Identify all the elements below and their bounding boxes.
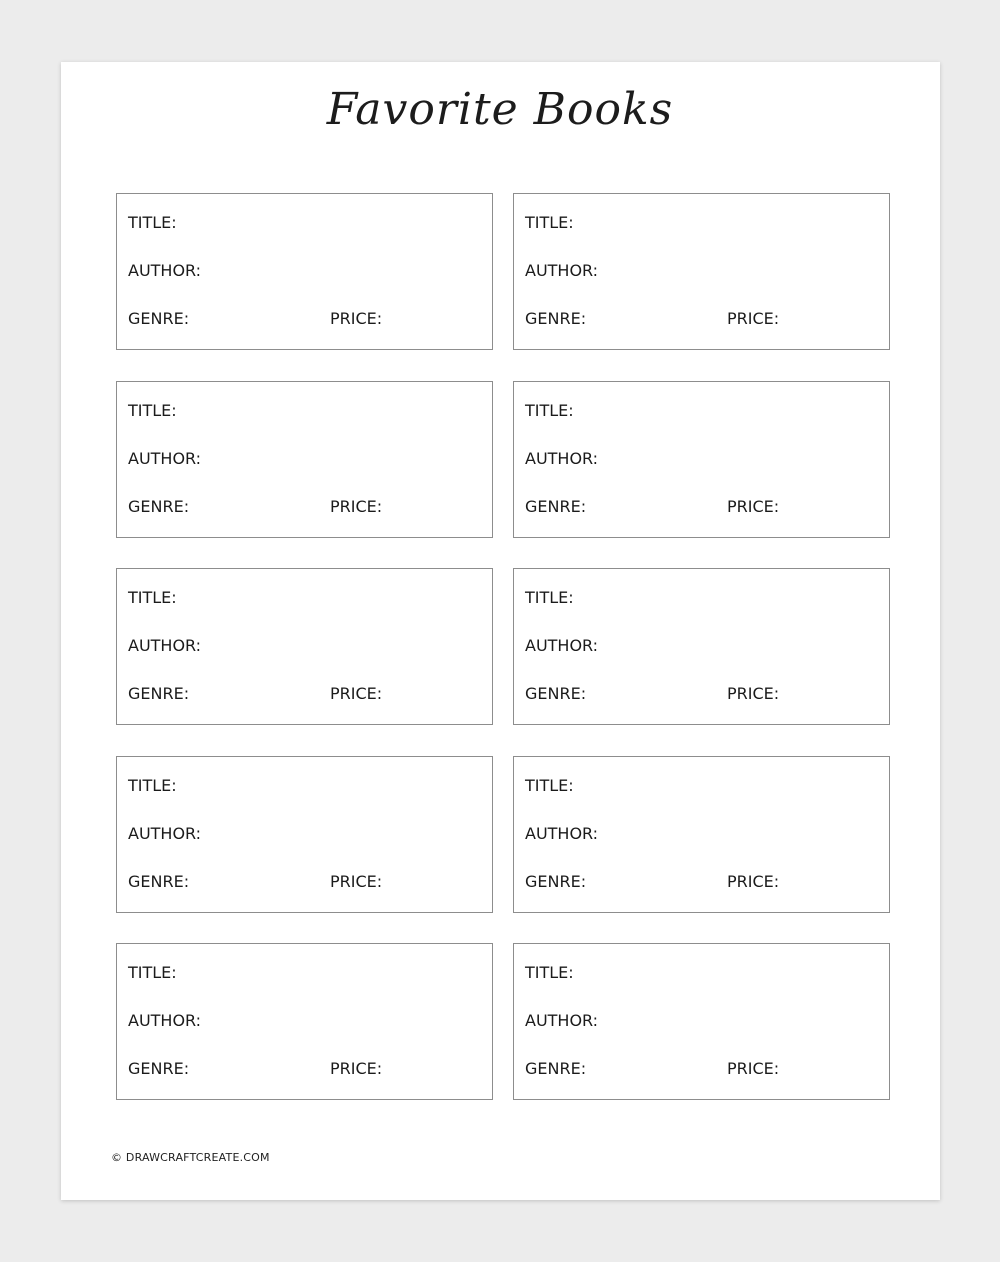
price-label: PRICE: xyxy=(330,1059,383,1078)
title-label: TITLE: xyxy=(128,588,177,607)
genre-label: GENRE: xyxy=(128,872,190,891)
genre-label: GENRE: xyxy=(525,497,587,516)
genre-label: GENRE: xyxy=(128,497,190,516)
author-label: AUTHOR: xyxy=(128,261,202,280)
title-label: TITLE: xyxy=(128,213,177,232)
book-card xyxy=(116,943,493,1100)
title-label: TITLE: xyxy=(128,963,177,982)
genre-label: GENRE: xyxy=(525,1059,587,1078)
price-label: PRICE: xyxy=(330,497,383,516)
book-card xyxy=(513,193,890,350)
book-card xyxy=(513,381,890,538)
author-label: AUTHOR: xyxy=(128,824,202,843)
genre-label: GENRE: xyxy=(525,684,587,703)
price-label: PRICE: xyxy=(330,872,383,891)
title-label: TITLE: xyxy=(525,401,574,420)
book-card xyxy=(513,756,890,913)
title-label: TITLE: xyxy=(128,776,177,795)
price-label: PRICE: xyxy=(727,309,780,328)
book-card xyxy=(116,193,493,350)
genre-label: GENRE: xyxy=(128,684,190,703)
author-label: AUTHOR: xyxy=(128,636,202,655)
price-label: PRICE: xyxy=(727,497,780,516)
copyright-footer: © DRAWCRAFTCREATE.COM xyxy=(111,1151,270,1164)
genre-label: GENRE: xyxy=(128,1059,190,1078)
genre-label: GENRE: xyxy=(525,309,587,328)
genre-label: GENRE: xyxy=(525,872,587,891)
price-label: PRICE: xyxy=(727,872,780,891)
author-label: AUTHOR: xyxy=(525,449,599,468)
title-label: TITLE: xyxy=(525,588,574,607)
title-label: TITLE: xyxy=(525,963,574,982)
title-label: TITLE: xyxy=(128,401,177,420)
price-label: PRICE: xyxy=(330,309,383,328)
book-card xyxy=(116,568,493,725)
author-label: AUTHOR: xyxy=(525,824,599,843)
book-card xyxy=(116,381,493,538)
book-card xyxy=(116,756,493,913)
price-label: PRICE: xyxy=(727,684,780,703)
book-card xyxy=(513,943,890,1100)
title-label: TITLE: xyxy=(525,776,574,795)
book-card xyxy=(513,568,890,725)
author-label: AUTHOR: xyxy=(525,261,599,280)
genre-label: GENRE: xyxy=(128,309,190,328)
author-label: AUTHOR: xyxy=(128,449,202,468)
title-label: TITLE: xyxy=(525,213,574,232)
author-label: AUTHOR: xyxy=(525,1011,599,1030)
author-label: AUTHOR: xyxy=(128,1011,202,1030)
price-label: PRICE: xyxy=(727,1059,780,1078)
author-label: AUTHOR: xyxy=(525,636,599,655)
page-title: Favorite Books xyxy=(326,84,674,135)
price-label: PRICE: xyxy=(330,684,383,703)
